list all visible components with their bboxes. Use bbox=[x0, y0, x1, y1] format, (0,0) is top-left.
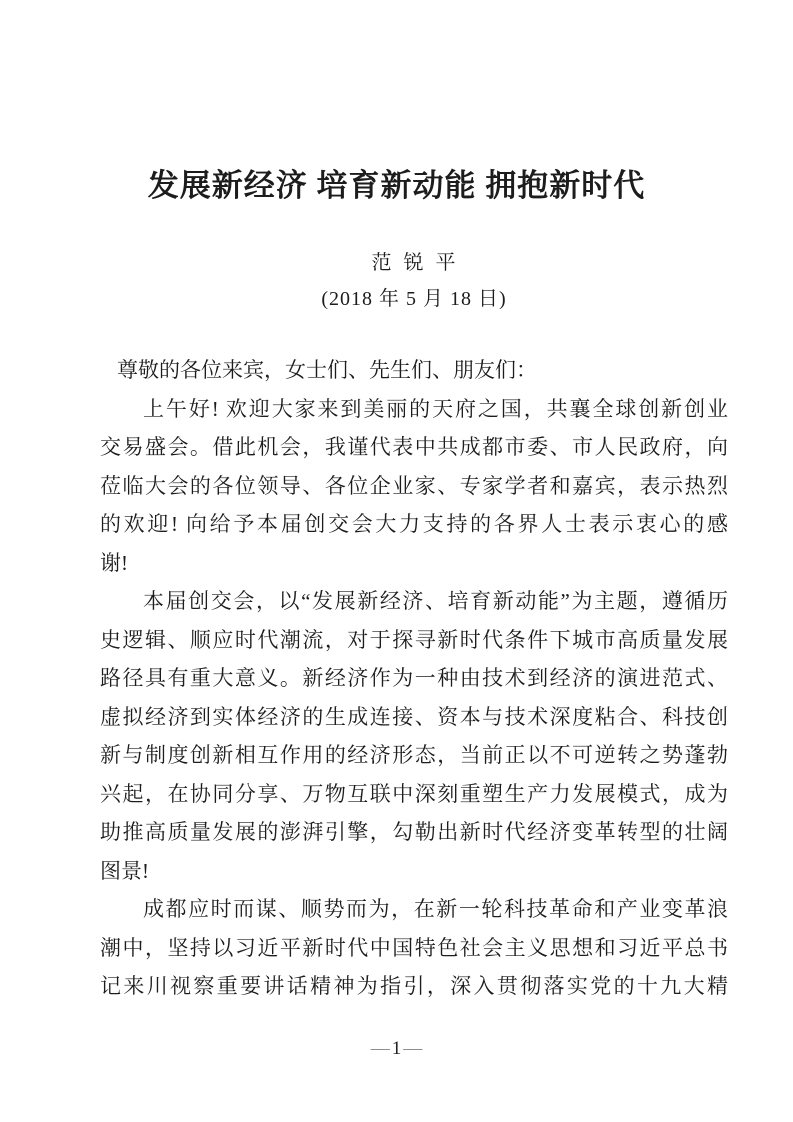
date-line: (2018 年 5 月 18 日) bbox=[321, 288, 507, 310]
text-line: 尊敬的各位来宾，女士们、先生们、朋友们： bbox=[117, 358, 537, 382]
page-footer bbox=[0, 1036, 793, 1062]
text-line: 潮中，坚持以习近平新时代中国特色社会主义思想和习近平总书 bbox=[100, 935, 728, 960]
text-line: 史逻辑、顺应时代潮流，对于探寻新时代条件下城市高质量发展 bbox=[100, 627, 728, 652]
text-line: 本届创交会，以“发展新经济、培育新动能”为主题，遵循历 bbox=[143, 589, 728, 613]
text-line: 谢! bbox=[100, 550, 128, 575]
paragraph bbox=[100, 351, 728, 390]
text-line: 成都应时而谋、顺势而为，在新一轮科技革命和产业变革浪 bbox=[143, 897, 728, 921]
text-line: 莅临大会的各位领导、各位企业家、专家学者和嘉宾，表示热烈 bbox=[100, 473, 728, 498]
text-line: 上午好! 欢迎大家来到美丽的天府之国，共襄全球创新创业 bbox=[143, 396, 728, 421]
footer-dash-left: — bbox=[370, 1038, 390, 1059]
paragraph bbox=[100, 582, 728, 890]
footer-dash-right: — bbox=[403, 1038, 423, 1059]
text-line: 助推高质量发展的澎湃引擎，勾勒出新时代经济变革转型的壮阔 bbox=[100, 820, 728, 844]
text-line: 图景! bbox=[100, 858, 149, 883]
text-line: 虚拟经济到实体经济的生成连接、资本与技术深度粘合、科技创 bbox=[100, 704, 728, 729]
paragraph bbox=[100, 390, 728, 583]
document-title: 发展新经济 培育新动能 拥抱新时代 bbox=[147, 168, 646, 203]
paragraph bbox=[100, 890, 728, 1006]
page-number: 1 bbox=[391, 1038, 402, 1059]
text-line: 路径具有重大意义。新经济作为一种由技术到经济的演进范式、 bbox=[100, 666, 728, 690]
text-line: 新与制度创新相互作用的经济形态，当前正以不可逆转之势蓬勃 bbox=[100, 743, 728, 767]
author-name: 范 锐 平 bbox=[371, 252, 457, 274]
text-line: 记来川视察重要讲话精神为指引，深入贯彻落实党的十九大精 bbox=[100, 974, 728, 998]
speech-body bbox=[100, 351, 728, 1006]
text-line: 兴起，在协同分享、万物互联中深刻重塑生产力发展模式，成为 bbox=[100, 781, 728, 806]
text-line: 的欢迎! 向给予本届创交会大力支持的各界人士表示衷心的感 bbox=[100, 512, 728, 536]
text-line: 交易盛会。借此机会，我谨代表中共成都市委、市人民政府，向 bbox=[100, 435, 728, 459]
